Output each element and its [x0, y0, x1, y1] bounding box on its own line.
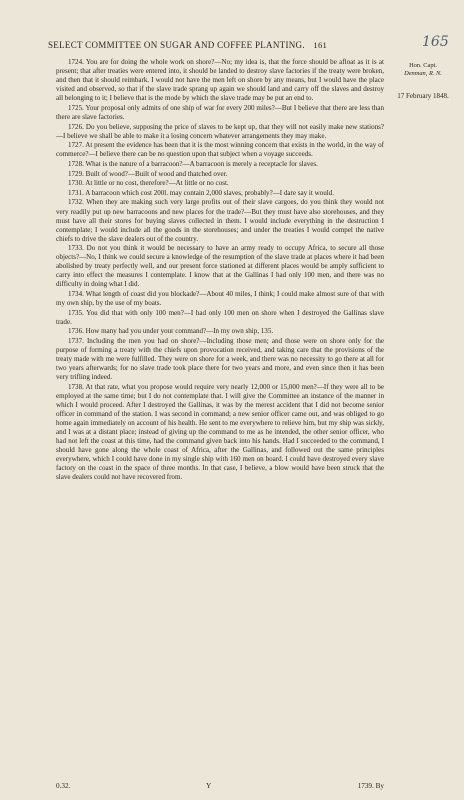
handwritten-page-number: 165 — [422, 34, 449, 50]
paragraph-1729: 1729. Built of wood?—Built of wood and thatched over. — [68, 169, 228, 178]
page-number: 161 — [313, 40, 328, 50]
running-header — [48, 40, 378, 50]
paragraph-1736: 1736. How many had you under your command?—In my own ship, 135. — [68, 327, 274, 336]
footer-catchword: 1739. By — [357, 782, 384, 790]
footer-signature: 0.32. — [56, 782, 71, 790]
paragraph-1730: 1730. At little or no cost, therefore?—At little or no cost. — [68, 179, 229, 188]
paragraph-1735: 1735. You did that with only 100 men?—I had only 100 men on shore when I destroyed the Gallinas slave trade. — [56, 308, 384, 326]
paragraph-1728: 1728. What is the nature of a barracoon?—A barracoon is merely a receptacle for slaves. — [68, 159, 318, 168]
paragraph-1724: 1724. You are for doing the whole work on shore?—No; my idea is, that the force should be afloat as it is at present; that after treaties were entered into, it should be landed to destroy slave factories if the treaty were broken, and then that it should reimbark. I would not have the men left on shore by any means, but I would have the place visited and observed, so that if the slave trade sprang up again we should land and carry off the slaves and destroy all belonging to it; I believe that is the mode by which the slave trade may be put an end to. — [56, 58, 384, 103]
testimony-body — [56, 58, 384, 483]
paragraph-1738: 1738. At that rate, what you propose would require very nearly 12,000 or 15,000 men?—If they were all to be employed at the same time; but I do not contemplate that. I will give the Committee an instance of the manner in which I would proceed. After I destroyed the Gallinas, it was by the merest accident that I did not become senior officer in command of the station. I was second in command; a new senior officer came out, and was obliged to go home again immediately on account of his health. He sent to me everywhere to relieve him, but my ship was sickly, and I was at a distant place; instead of giving up the command to me as he intended, the other senior officer, who had not left the coast at this time, had the command given back into his hands. Had I succeeded to the command, I should have gone along the whole coast of Africa, after the Gallinas, and followed out the same principles everywhere, which I could have done in my single ship with 160 men on board. I could have destroyed every slave factory on the coast in the space of three months. In that case, I believe, a blow would have been struck that the slave dealers could not have recovered from. — [56, 382, 384, 482]
paragraph-1731: 1731. A barracoon which cost 200l. may contain 2,000 slaves, probably?—I dare say it would. — [68, 188, 334, 197]
paragraph-1733: 1733. Do not you think it would be necessary to have an army ready to occupy Africa, to secure all those objects?—No, I think we could secure a knowledge of the resumption of the slave trade at places where it had been abolished by treaty perfectly well, and our present force stationed at different places would be amply sufficient to carry into effect the measures I contemplate. I know that at the Gallinas I had only 100 men, and there was no difficulty in doing what I did. — [56, 244, 384, 289]
margin-note — [386, 62, 460, 101]
paragraph-1737: 1737. Including the men you had on shore?—Including those men; and those were on shore only for the purpose of forming a treaty with the chiefs upon provocation received, and taking care that the provisions of the treaty made with me were fulfilled. They were on shore for a week, and there was no necessity to go there at all for two years afterwards; for no slave trade took place there for two years and more, and even since then it has been very trifling indeed. — [56, 337, 384, 382]
paragraph-1726: 1726. Do you believe, supposing the price of slaves to be kept up, that they will not easily make new stations?—I believe we shall be able to make it a losing concern whatever arrangements they may make. — [56, 122, 384, 140]
paragraph-1732: 1732. When they are making such very large profits out of their slave cargoes, do you think they would not very readily put up new barracoons and new places for the trade?—But they must have also storehouses, and they must have all their stores for buying slaves collected in them. I would include everything in the destruction I contemplate; I would include all the goods in the storehouses; and under the treaties I would compel the native chiefs to drive the slave dealers out of the country. — [56, 198, 384, 243]
paragraph-1725: 1725. Your proposal only admits of one ship of war for every 200 miles?—But I believe that there are less than there are slave factories. — [56, 103, 384, 121]
footer-gathering-mark: Y — [206, 782, 212, 790]
paragraph-1734: 1734. What length of coast did you blockade?—About 40 miles, I think; I could make almost sure of that with my own ship, by the use of my boats. — [56, 290, 384, 308]
witness-name: Denman, R. N. — [404, 70, 442, 78]
witness-title: Hon. Capt. — [409, 62, 437, 69]
testimony-date: 17 February 1848. — [397, 92, 449, 101]
header-title: SELECT COMMITTEE ON SUGAR AND COFFEE PLANTING. — [48, 40, 305, 50]
paragraph-1727: 1727. At present the evidence has been that it is the most winning concern that exists in the world, in the way of commerce?—I believe there can be no question upon that subject when a voyage succeeds. — [56, 141, 384, 159]
